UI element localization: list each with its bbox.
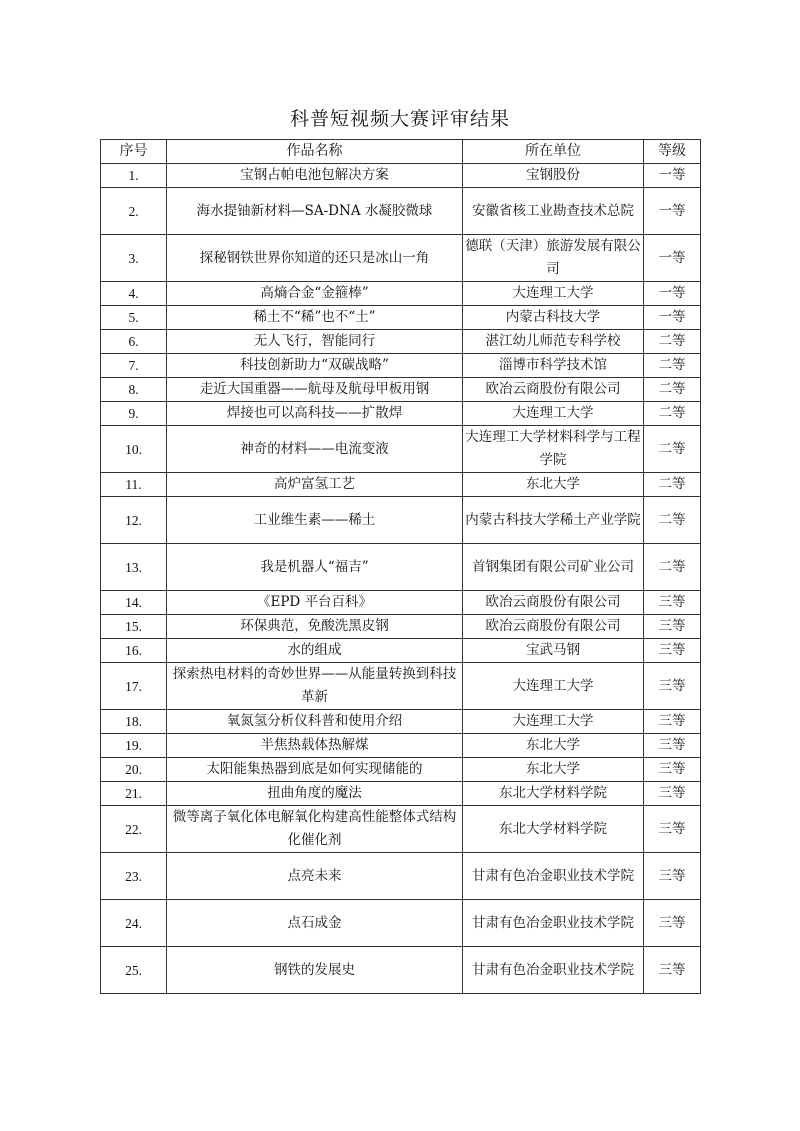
cell-work-title: 我是机器人“福吉” <box>167 544 463 591</box>
cell-level: 二等 <box>644 497 701 544</box>
cell-level: 三等 <box>644 734 701 758</box>
cell-work-title: 高熵合金“金箍棒” <box>167 282 463 306</box>
cell-work-title: 扭曲角度的魔法 <box>167 782 463 806</box>
table-row <box>101 710 701 734</box>
table-row <box>101 354 701 378</box>
table-row <box>101 306 701 330</box>
cell-unit: 内蒙古科技大学稀土产业学院 <box>463 497 644 544</box>
cell-serial-number: 19. <box>101 734 167 758</box>
table-row <box>101 330 701 354</box>
table-row <box>101 378 701 402</box>
cell-work-title: 太阳能集热器到底是如何实现储能的 <box>167 758 463 782</box>
cell-unit: 东北大学 <box>463 758 644 782</box>
cell-unit: 欧冶云商股份有限公司 <box>463 378 644 402</box>
cell-work-title: 焊接也可以高科技——扩散焊 <box>167 402 463 426</box>
cell-serial-number: 18. <box>101 710 167 734</box>
table-row <box>101 591 701 615</box>
col-header-work: 作品名称 <box>167 140 463 164</box>
cell-level: 三等 <box>644 947 701 994</box>
cell-serial-number: 5. <box>101 306 167 330</box>
cell-work-title: 神奇的材料——电流变液 <box>167 426 463 473</box>
cell-unit: 甘肃有色冶金职业技术学院 <box>463 947 644 994</box>
table-row <box>101 188 701 235</box>
table-row <box>101 806 701 853</box>
cell-serial-number: 12. <box>101 497 167 544</box>
cell-unit: 首钢集团有限公司矿业公司 <box>463 544 644 591</box>
cell-unit: 大连理工大学材料科学与工程学院 <box>463 426 644 473</box>
cell-unit: 东北大学材料学院 <box>463 782 644 806</box>
table-row <box>101 639 701 663</box>
cell-level: 三等 <box>644 663 701 710</box>
cell-serial-number: 2. <box>101 188 167 235</box>
table-row <box>101 782 701 806</box>
cell-serial-number: 8. <box>101 378 167 402</box>
cell-unit: 大连理工大学 <box>463 710 644 734</box>
cell-serial-number: 14. <box>101 591 167 615</box>
cell-serial-number: 25. <box>101 947 167 994</box>
cell-work-title: 微等离子氧化体电解氧化构建高性能整体式结构化催化剂 <box>167 806 463 853</box>
cell-serial-number: 10. <box>101 426 167 473</box>
cell-serial-number: 16. <box>101 639 167 663</box>
table-row <box>101 758 701 782</box>
cell-work-title: 稀土不“稀”也不“土” <box>167 306 463 330</box>
cell-serial-number: 4. <box>101 282 167 306</box>
cell-serial-number: 7. <box>101 354 167 378</box>
cell-unit: 内蒙古科技大学 <box>463 306 644 330</box>
cell-unit: 湛江幼儿师范专科学校 <box>463 330 644 354</box>
cell-level: 一等 <box>644 188 701 235</box>
cell-work-title: 半焦热载体热解煤 <box>167 734 463 758</box>
cell-level: 二等 <box>644 402 701 426</box>
cell-serial-number: 15. <box>101 615 167 639</box>
col-header-unit: 所在单位 <box>463 140 644 164</box>
cell-level: 三等 <box>644 639 701 663</box>
cell-level: 一等 <box>644 282 701 306</box>
cell-level: 二等 <box>644 426 701 473</box>
cell-unit: 东北大学 <box>463 473 644 497</box>
cell-serial-number: 3. <box>101 235 167 282</box>
cell-work-title: 工业维生素——稀土 <box>167 497 463 544</box>
table-row <box>101 615 701 639</box>
cell-work-title: 钢铁的发展史 <box>167 947 463 994</box>
table-row <box>101 473 701 497</box>
cell-work-title: 氧氮氢分析仪科普和使用介绍 <box>167 710 463 734</box>
cell-unit: 德联（天津）旅游发展有限公司 <box>463 235 644 282</box>
cell-level: 一等 <box>644 235 701 282</box>
table-row <box>101 734 701 758</box>
cell-level: 二等 <box>644 330 701 354</box>
cell-serial-number: 20. <box>101 758 167 782</box>
cell-work-title: 水的组成 <box>167 639 463 663</box>
cell-unit: 大连理工大学 <box>463 663 644 710</box>
cell-level: 三等 <box>644 615 701 639</box>
cell-unit: 甘肃有色冶金职业技术学院 <box>463 900 644 947</box>
table-row <box>101 900 701 947</box>
table-row <box>101 282 701 306</box>
cell-unit: 大连理工大学 <box>463 282 644 306</box>
cell-work-title: 海水提铀新材料—SA-DNA 水凝胶微球 <box>167 188 463 235</box>
cell-level: 三等 <box>644 782 701 806</box>
cell-work-title: 高炉富氢工艺 <box>167 473 463 497</box>
cell-serial-number: 24. <box>101 900 167 947</box>
cell-level: 三等 <box>644 710 701 734</box>
cell-level: 三等 <box>644 806 701 853</box>
cell-level: 一等 <box>644 306 701 330</box>
cell-level: 一等 <box>644 164 701 188</box>
cell-level: 二等 <box>644 473 701 497</box>
cell-unit: 大连理工大学 <box>463 402 644 426</box>
cell-serial-number: 1. <box>101 164 167 188</box>
table-row <box>101 497 701 544</box>
cell-unit: 东北大学 <box>463 734 644 758</box>
cell-unit: 甘肃有色冶金职业技术学院 <box>463 853 644 900</box>
cell-unit: 宝钢股份 <box>463 164 644 188</box>
results-table <box>100 139 701 994</box>
cell-unit: 安徽省核工业勘查技术总院 <box>463 188 644 235</box>
cell-serial-number: 13. <box>101 544 167 591</box>
table-row <box>101 663 701 710</box>
cell-work-title: 点石成金 <box>167 900 463 947</box>
table-row <box>101 402 701 426</box>
col-header-no: 序号 <box>101 140 167 164</box>
cell-serial-number: 22. <box>101 806 167 853</box>
cell-unit: 淄博市科学技术馆 <box>463 354 644 378</box>
cell-level: 三等 <box>644 900 701 947</box>
cell-work-title: 无人飞行，智能同行 <box>167 330 463 354</box>
cell-serial-number: 9. <box>101 402 167 426</box>
table-row <box>101 947 701 994</box>
col-header-level: 等级 <box>644 140 701 164</box>
cell-work-title: 环保典范，免酸洗黑皮钢 <box>167 615 463 639</box>
table-body <box>101 164 701 994</box>
cell-work-title: 宝钢占帕电池包解决方案 <box>167 164 463 188</box>
cell-work-title: 探秘钢铁世界你知道的还只是冰山一角 <box>167 235 463 282</box>
table-row <box>101 544 701 591</box>
table-row <box>101 164 701 188</box>
cell-serial-number: 21. <box>101 782 167 806</box>
cell-level: 二等 <box>644 544 701 591</box>
cell-work-title: 《EPD 平台百科》 <box>167 591 463 615</box>
table-row <box>101 426 701 473</box>
cell-serial-number: 11. <box>101 473 167 497</box>
cell-unit: 东北大学材料学院 <box>463 806 644 853</box>
cell-unit: 宝武马钢 <box>463 639 644 663</box>
cell-serial-number: 17. <box>101 663 167 710</box>
cell-work-title: 科技创新助力“双碳战略” <box>167 354 463 378</box>
cell-work-title: 探索热电材料的奇妙世界——从能量转换到科技革新 <box>167 663 463 710</box>
cell-work-title: 点亮未来 <box>167 853 463 900</box>
cell-serial-number: 23. <box>101 853 167 900</box>
cell-level: 三等 <box>644 758 701 782</box>
cell-level: 二等 <box>644 354 701 378</box>
cell-unit: 欧冶云商股份有限公司 <box>463 591 644 615</box>
cell-work-title: 走近大国重器——航母及航母甲板用钢 <box>167 378 463 402</box>
header-row <box>101 140 701 164</box>
cell-level: 三等 <box>644 853 701 900</box>
cell-level: 二等 <box>644 378 701 402</box>
table-row <box>101 235 701 282</box>
cell-unit: 欧冶云商股份有限公司 <box>463 615 644 639</box>
cell-level: 三等 <box>644 591 701 615</box>
page-title: 科普短视频大赛评审结果 <box>289 108 510 130</box>
cell-serial-number: 6. <box>101 330 167 354</box>
table-row <box>101 853 701 900</box>
